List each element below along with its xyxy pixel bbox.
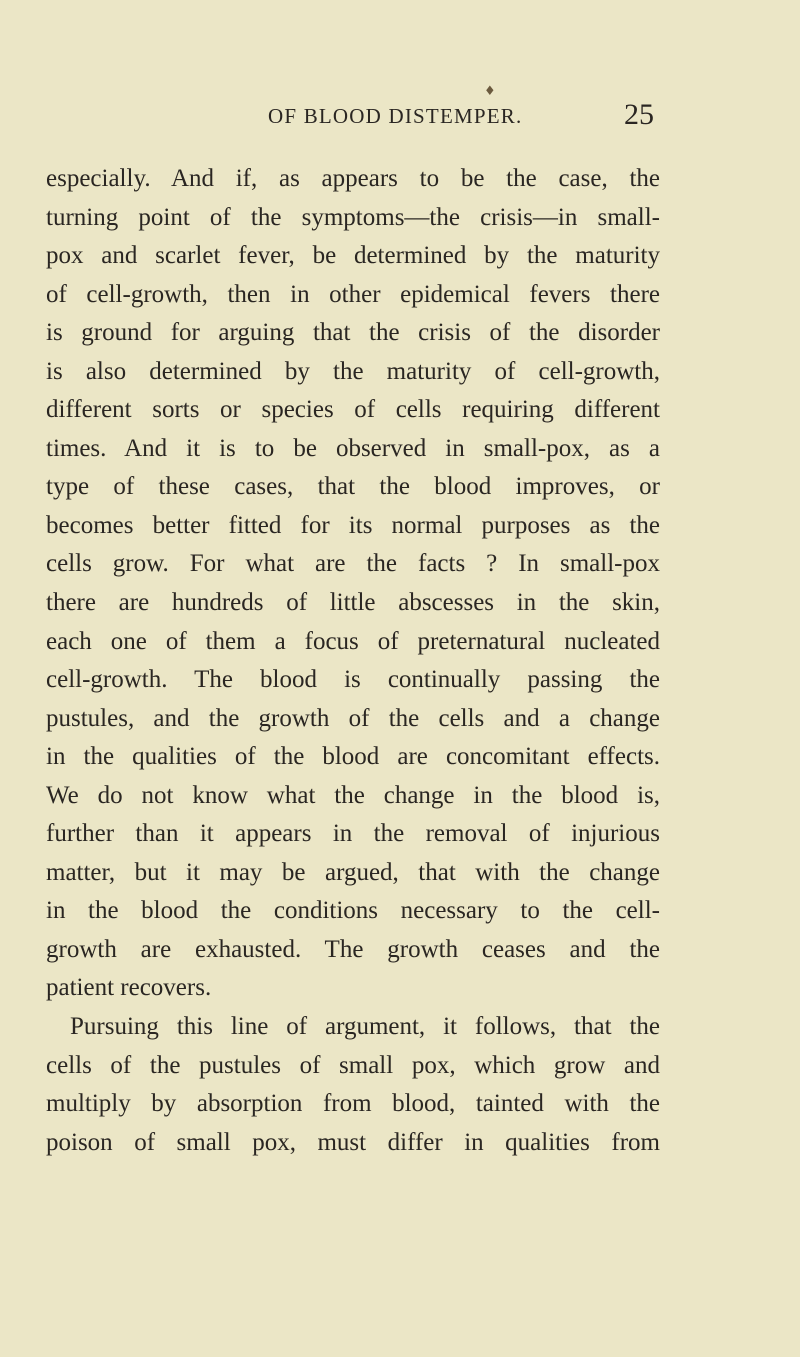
body-text — [46, 160, 660, 1162]
text-line: cells grow. For what are the facts ? In small-pox — [46, 550, 660, 578]
text-line: each one of them a focus of preternatural nucleated — [46, 627, 660, 655]
text-line: multiply by absorption from blood, tainted with the — [46, 1090, 660, 1118]
text-line: further than it appears in the removal of injurious — [46, 820, 660, 848]
text-line: cells of the pustules of small pox, which grow and — [46, 1051, 660, 1079]
text-line: in the blood the conditions necessary to the cell- — [46, 897, 660, 925]
text-line: poison of small pox, must differ in qualities from — [46, 1128, 660, 1156]
page-header — [0, 100, 800, 140]
text-line: especially. And if, as appears to be the case, the — [46, 165, 660, 192]
text-line: pox and scarlet fever, be determined by the maturity — [46, 242, 660, 270]
text-line: turning point of the symptoms—the crisis—in small- — [46, 203, 660, 231]
text-line: growth are exhausted. The growth ceases and the — [46, 935, 660, 963]
text-line: patient recovers. — [46, 974, 212, 1002]
text-line: becomes better fitted for its normal purposes as the — [46, 511, 660, 539]
running-head: OF BLOOD DISTEMPER. — [268, 104, 523, 128]
text-line: cell-growth. The blood is continually passing the — [46, 666, 660, 694]
text-line: there are hundreds of little abscesses in the skin, — [46, 589, 660, 617]
text-line: of cell-growth, then in other epidemical fevers there — [46, 280, 660, 308]
text-line: type of these cases, that the blood improves, or — [46, 473, 660, 501]
text-line: different sorts or species of cells requiring different — [46, 396, 660, 424]
text-line: is also determined by the maturity of cell-growth, — [46, 357, 660, 385]
text-line: is ground for arguing that the crisis of the disorder — [46, 319, 660, 347]
printer-mark: ♦ — [484, 84, 496, 99]
text-line: We do not know what the change in the blood is, — [46, 781, 660, 809]
text-line: matter, but it may be argued, that with the change — [46, 858, 660, 886]
text-line: pustules, and the growth of the cells and a change — [46, 704, 660, 732]
text-line: Pursuing this line of argument, it follows, that the — [70, 1013, 660, 1041]
text-line: in the qualities of the blood are concomitant effects. — [46, 743, 660, 771]
page-number: 25 — [624, 98, 654, 131]
text-line: times. And it is to be observed in small-pox, as a — [46, 434, 660, 462]
